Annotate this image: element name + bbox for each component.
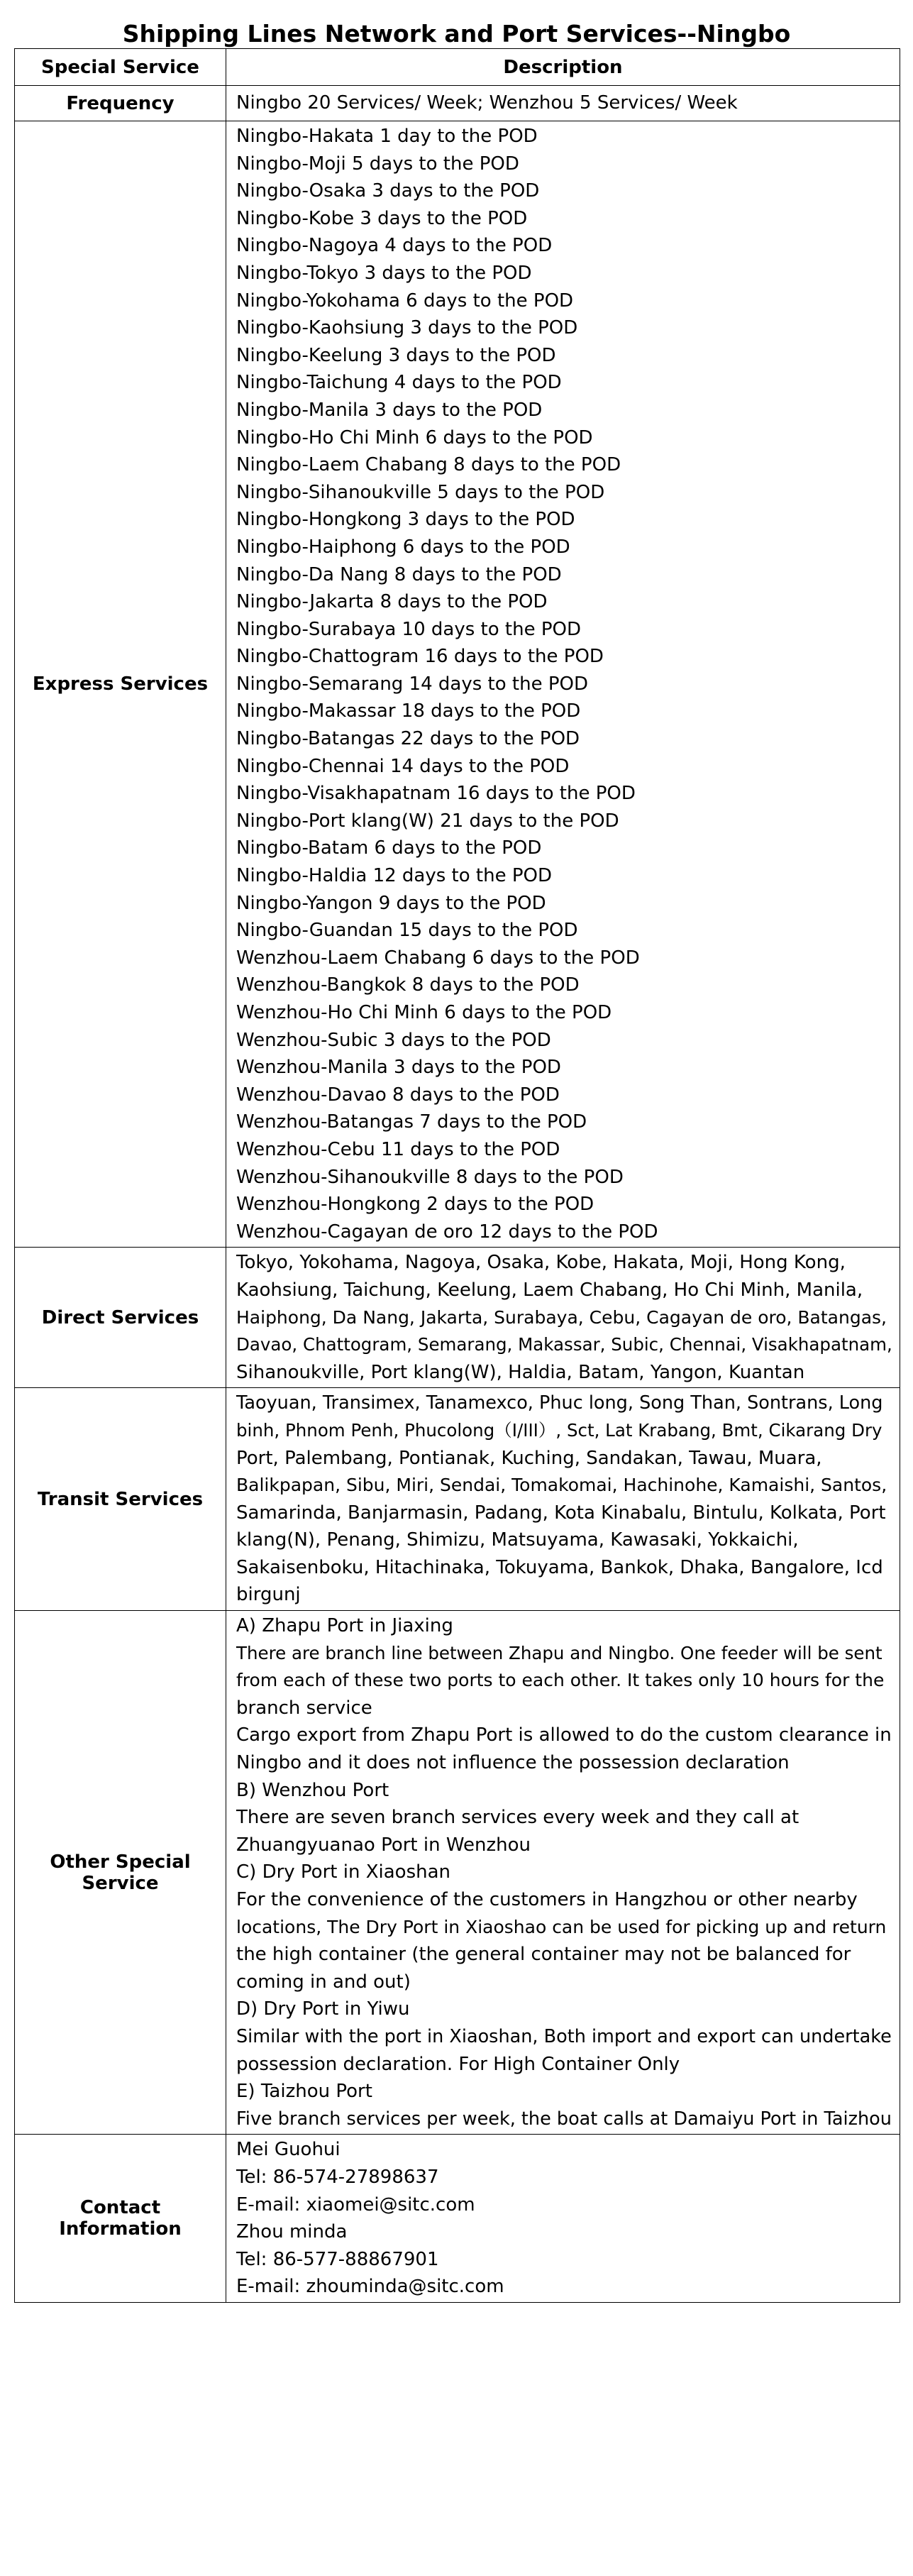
direct-services-label: Direct Services [15, 1248, 226, 1388]
description-line: Ningbo-Jakarta 8 days to the POD [236, 591, 548, 613]
description-line: Tel: 86-574-27898637 [236, 2166, 439, 2188]
row-direct-services [15, 1248, 900, 1388]
description-line: Ningbo-Haldia 12 days to the POD [236, 865, 553, 887]
description-line: Wenzhou-Ho Chi Minh 6 days to the POD [236, 1002, 612, 1023]
description-line: Wenzhou-Subic 3 days to the POD [236, 1029, 551, 1051]
description-line: Ningbo-Moji 5 days to the POD [236, 153, 519, 175]
description-line: Wenzhou-Manila 3 days to the POD [236, 1057, 561, 1079]
description-line: Zhuangyuanao Port in Wenzhou [236, 1834, 531, 1856]
description-line: Sihanoukville, Port klang(W), Haldia, Batam, Yangon, Kuantan [236, 1361, 805, 1383]
description-line: Ningbo-Semarang 14 days to the POD [236, 673, 589, 695]
description-line: Wenzhou-Sihanoukville 8 days to the POD [236, 1166, 624, 1188]
row-express-services [15, 121, 900, 1248]
description-line: Ningbo-Batangas 22 days to the POD [236, 728, 580, 750]
description-line: Ningbo-Visakhapatnam 16 days to the POD [236, 783, 636, 805]
description-line: A) Zhapu Port in Jiaxing [236, 1615, 453, 1637]
description-line: Haiphong, Da Nang, Jakarta, Surabaya, Cebu, Cagayan de oro, Batangas, [236, 1306, 887, 1328]
description-line: There are seven branch services every week and they call at [236, 1807, 799, 1829]
description-line: Ningbo-Keelung 3 days to the POD [236, 344, 556, 366]
description-line: binh, Phnom Penh, Phucolong（I/III）, Sct, Lat Krabang, Bmt, Cikarang Dry [236, 1419, 882, 1441]
description-line: B) Wenzhou Port [236, 1779, 389, 1801]
description-line: E-mail: xiaomei@sitc.com [236, 2194, 475, 2216]
description-line: E) Taizhou Port [236, 2081, 372, 2103]
description-line: Ningbo-Chattogram 16 days to the POD [236, 646, 604, 668]
description-line: Five branch services per week, the boat calls at Damaiyu Port in Taizhou [236, 2108, 892, 2130]
description-line: E-mail: zhouminda@sitc.com [236, 2276, 504, 2298]
description-line: Ningbo-Sihanoukville 5 days to the POD [236, 481, 605, 503]
description-line: Kaohsiung, Taichung, Keelung, Laem Chabang, Ho Chi Minh, Manila, [236, 1279, 863, 1301]
row-contact-information [15, 2135, 900, 2303]
description-line: Taoyuan, Transimex, Tanamexco, Phuc long, Song Than, Sontrans, Long [236, 1392, 883, 1414]
description-line: Ningbo-Kaohsiung 3 days to the POD [236, 317, 578, 339]
row-other-special-service [15, 1611, 900, 2135]
description-line: Ningbo and it does not influence the possession declaration [236, 1752, 790, 1774]
description-line: Ningbo-Guandan 15 days to the POD [236, 920, 578, 942]
description-line: coming in and out) [236, 1971, 411, 1993]
description-line: There are branch line between Zhapu and Ningbo. One feeder will be sent [236, 1642, 882, 1663]
description-line: Ningbo-Yokohama 6 days to the POD [236, 290, 574, 312]
description-line: Tel: 86-577-88867901 [236, 2248, 439, 2270]
description-line: Ningbo-Osaka 3 days to the POD [236, 180, 540, 202]
description-line: Ningbo-Ho Chi Minh 6 days to the POD [236, 426, 593, 448]
header-row [15, 49, 900, 86]
description-line: Ningbo-Da Nang 8 days to the POD [236, 563, 562, 585]
express-services-label: Express Services [15, 121, 226, 1248]
description-line: Ningbo-Yangon 9 days to the POD [236, 892, 546, 914]
description-line: Ningbo-Port klang(W) 21 days to the POD [236, 810, 619, 832]
contact-information-label: Contact Information [15, 2135, 226, 2303]
description-line: Ningbo-Hakata 1 day to the POD [236, 126, 538, 147]
description-line: Balikpapan, Sibu, Miri, Sendai, Tomakomai, Hachinohe, Kamaishi, Santos, [236, 1475, 887, 1496]
other-special-service-text [226, 1611, 900, 2135]
description-line: the high container (the general container may not be balanced for [236, 1944, 851, 1966]
description-line: Wenzhou-Laem Chabang 6 days to the POD [236, 947, 640, 969]
services-table [14, 48, 900, 2303]
description-line: Similar with the port in Xiaoshan, Both import and export can undertake [236, 2025, 892, 2047]
row-transit-services [15, 1388, 900, 1611]
description-line: Wenzhou-Cebu 11 days to the POD [236, 1138, 560, 1160]
other-special-service-label: Other Special Service [15, 1611, 226, 2135]
description-line: Ningbo-Manila 3 days to the POD [236, 399, 543, 421]
description-line: Zhou minda [236, 2221, 348, 2243]
transit-services-text [226, 1388, 900, 1611]
description-line: Ningbo-Makassar 18 days to the POD [236, 700, 581, 722]
description-line: Ningbo-Batam 6 days to the POD [236, 837, 542, 859]
description-line: For the convenience of the customers in Hangzhou or other nearby [236, 1889, 858, 1910]
description-line: Cargo export from Zhapu Port is allowed to do the custom clearance in [236, 1724, 892, 1746]
description-line: locations, The Dry Port in Xiaoshao can be used for picking up and return [236, 1916, 887, 1937]
description-line: Ningbo-Taichung 4 days to the POD [236, 372, 562, 394]
description-line: C) Dry Port in Xiaoshan [236, 1861, 451, 1883]
description-line: from each of these two ports to each other. It takes only 10 hours for the [236, 1670, 885, 1691]
description-line: Port, Palembang, Pontianak, Kuching, Sandakan, Tawau, Muara, [236, 1447, 822, 1469]
description-line: Ningbo-Kobe 3 days to the POD [236, 207, 528, 229]
description-line: Tokyo, Yokohama, Nagoya, Osaka, Kobe, Hakata, Moji, Hong Kong, [236, 1252, 846, 1274]
description-line: Sakaisenboku, Hitachinaka, Tokuyama, Bankok, Dhaka, Bangalore, Icd [236, 1556, 883, 1578]
description-line: Wenzhou-Davao 8 days to the POD [236, 1084, 560, 1106]
description-line: Ningbo-Chennai 14 days to the POD [236, 755, 570, 777]
frequency-text: Ningbo 20 Services/ Week; Wenzhou 5 Services/ Week [226, 86, 900, 121]
description-line: klang(N), Penang, Shimizu, Matsuyama, Kawasaki, Yokkaichi, [236, 1529, 799, 1551]
description-line: Mei Guohui [236, 2139, 341, 2161]
contact-information-text [226, 2135, 900, 2303]
description-line: Wenzhou-Bangkok 8 days to the POD [236, 974, 580, 996]
page-title: Shipping Lines Network and Port Services--Ningbo [122, 20, 791, 48]
description-line: branch service [236, 1697, 372, 1719]
express-services-list [226, 121, 900, 1248]
header-special-service: Special Service [15, 49, 226, 86]
description-line: Wenzhou-Hongkong 2 days to the POD [236, 1194, 594, 1216]
description-line: Ningbo-Surabaya 10 days to the POD [236, 618, 582, 640]
description-line: Samarinda, Banjarmasin, Padang, Kota Kinabalu, Bintulu, Kolkata, Port [236, 1502, 886, 1524]
transit-services-label: Transit Services [15, 1388, 226, 1611]
description-line: D) Dry Port in Yiwu [236, 1998, 410, 2020]
direct-services-text [226, 1248, 900, 1388]
frequency-label: Frequency [15, 86, 226, 121]
description-line: Wenzhou-Batangas 7 days to the POD [236, 1111, 587, 1133]
description-line: Ningbo-Nagoya 4 days to the POD [236, 235, 553, 257]
description-line: Ningbo-Hongkong 3 days to the POD [236, 509, 575, 531]
header-description: Description [226, 49, 900, 86]
description-line: Davao, Chattogram, Semarang, Makassar, Subic, Chennai, Visakhapatnam, [236, 1334, 892, 1355]
description-line: possession declaration. For High Container Only [236, 2053, 680, 2075]
description-line: Ningbo-Laem Chabang 8 days to the POD [236, 454, 621, 476]
description-line: Wenzhou-Cagayan de oro 12 days to the POD [236, 1221, 658, 1243]
description-line: Ningbo-Haiphong 6 days to the POD [236, 536, 570, 558]
description-line: birgunj [236, 1584, 301, 1606]
description-line: Ningbo-Tokyo 3 days to the POD [236, 262, 532, 284]
row-frequency [15, 86, 900, 121]
